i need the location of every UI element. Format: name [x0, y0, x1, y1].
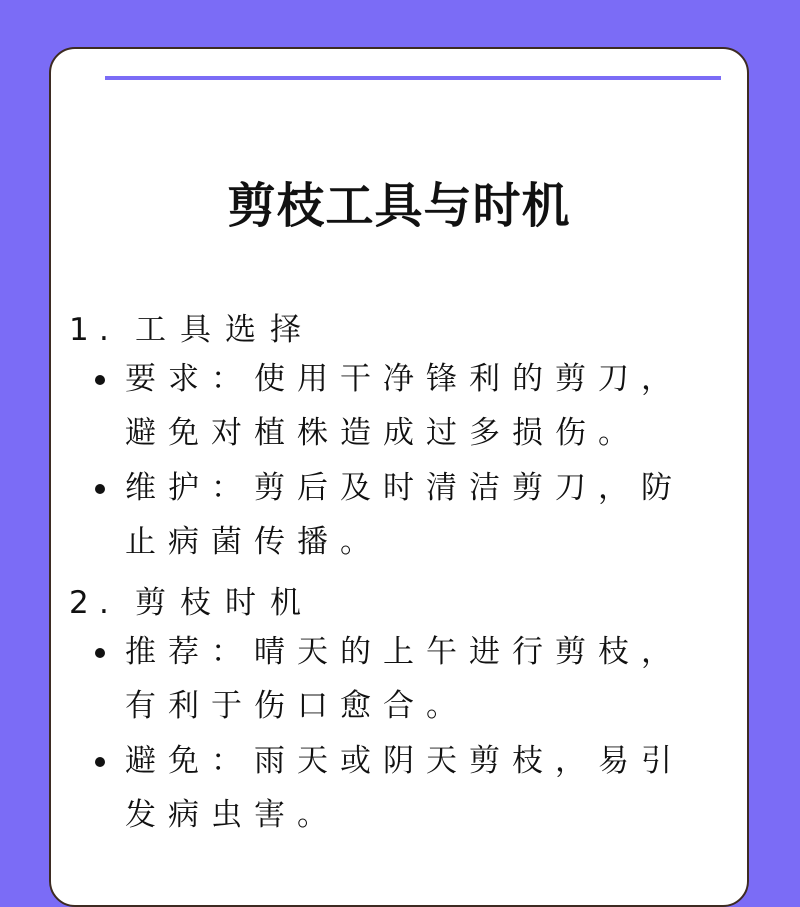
section-title: 工具选择 [135, 312, 315, 348]
bullet-text: 推荐：晴天的上午进行剪枝，有利于伤口愈合。 [125, 634, 684, 724]
bullet-item [95, 734, 715, 842]
bullet-text: 要求：使用干净锋利的剪刀，避免对植株造成过多损伤。 [125, 361, 684, 451]
page-title: 剪枝工具与时机 [227, 178, 571, 234]
section-heading-1 [69, 304, 315, 349]
bullet-item [95, 625, 715, 733]
bullet-text: 维护：剪后及时清洁剪刀，防止病菌传播。 [125, 470, 684, 560]
section-number: 1 [69, 312, 89, 348]
bullet-text: 避免：雨天或阴天剪枝，易引发病虫害。 [125, 743, 684, 833]
bullet-dot-icon [95, 375, 105, 385]
section-title: 剪枝时机 [135, 585, 315, 621]
section-separator: . [99, 585, 109, 621]
bullet-dot-icon [95, 648, 105, 658]
bullet-dot-icon [95, 757, 105, 767]
section-number: 2 [69, 585, 89, 621]
section-separator: . [99, 312, 109, 348]
bullet-dot-icon [95, 484, 105, 494]
content-card [49, 47, 749, 907]
bullet-item [95, 461, 715, 569]
bullet-item [95, 352, 715, 460]
top-divider [105, 76, 721, 80]
section-heading-2 [69, 577, 315, 622]
